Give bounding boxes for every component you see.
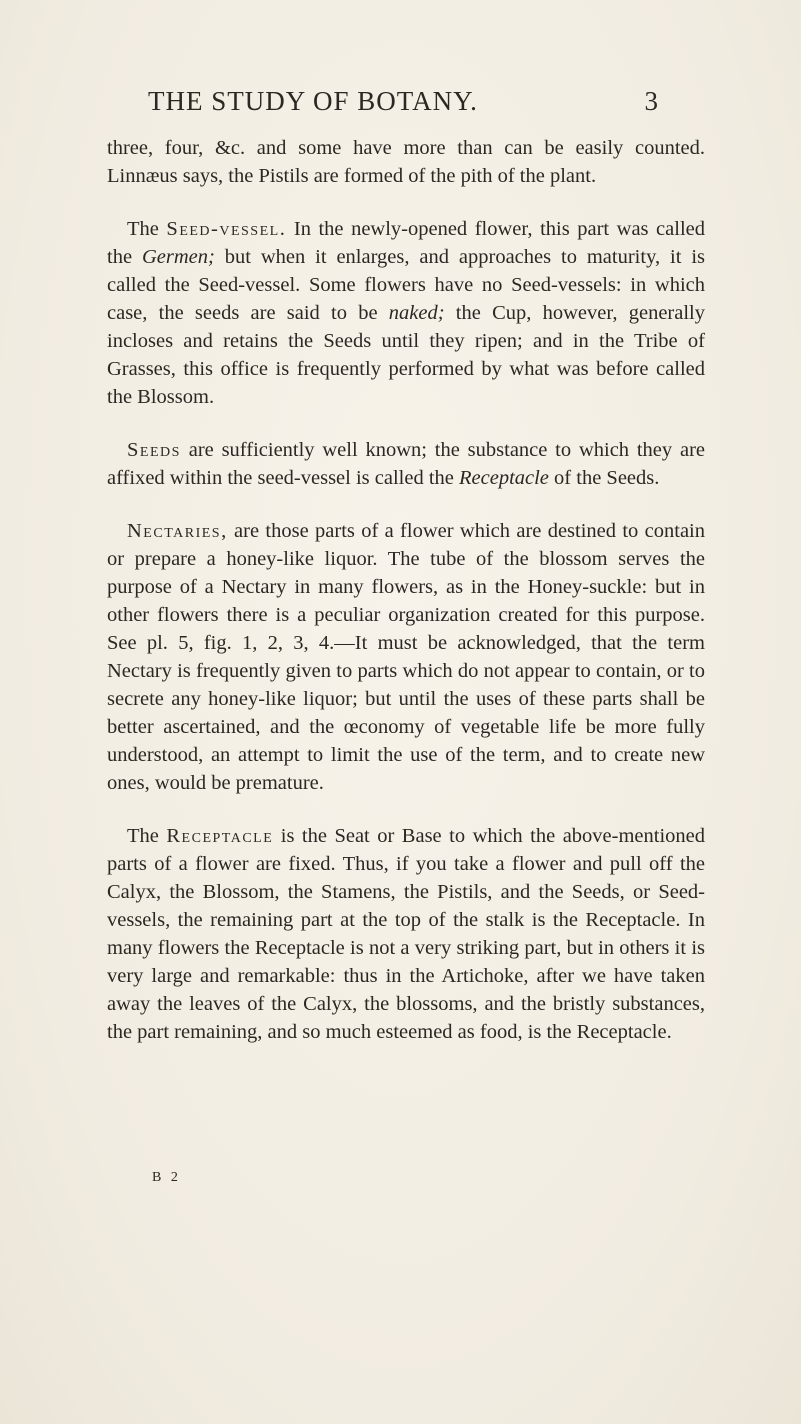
paragraph-continuation — [107, 134, 705, 190]
term-heading: Seed-vessel. — [166, 218, 287, 240]
paragraph-text: but when it enlarges, and approaches to maturity, it is called the Seed-vessel. Some flowers have no Seed-vessels: in which case, the seeds are said to be — [107, 246, 705, 324]
paragraph-text: the Cup, however, generally incloses and retains the Seeds until they ripen; and in the Tribe of Grasses, this office is frequently performed by what was before called the Blossom. — [107, 302, 705, 408]
paragraph-text: is the Seat or Base to which the above-mentioned parts of a flower are fixed. Thus, if you take a flower and pull off the Calyx, the Blossom, the Stamens, the Pistils, and the Seeds, or Seed-vessels, the remaining part at the top of the stalk is the Receptacle. In many flowers the Receptacle is not a very striking part, but in others it is very large and remarkable: thus in the Artichoke, after we have taken away the leaves of the Calyx, the blossoms, and the bristly substances, the part remaining, and so much esteemed as food, is the Receptacle. — [107, 825, 706, 1043]
page-number: 3 — [644, 86, 658, 116]
italic-term: Germen; — [141, 246, 215, 268]
page-header — [148, 86, 658, 126]
italic-term: Receptacle — [459, 467, 549, 489]
running-title: THE STUDY OF BOTANY. — [148, 86, 478, 116]
body-text — [107, 134, 705, 1071]
paragraph-text: three, four, &c. and some have more than can be easily counted. Linnæus says, the Pistils are formed of the pith of the plant. — [107, 137, 705, 187]
term-heading: Receptacle — [166, 825, 274, 847]
lead-text: The — [127, 218, 167, 240]
term-heading: Nectaries, — [127, 520, 228, 542]
term-heading: Seeds — [127, 439, 181, 461]
paragraph-nectaries — [107, 517, 705, 797]
paragraph-seeds — [107, 436, 705, 492]
italic-term: naked; — [388, 302, 445, 324]
paragraph-seed-vessel — [107, 215, 705, 411]
signature-mark: B 2 — [152, 1170, 181, 1185]
paragraph-text: of the Seeds. — [548, 467, 660, 489]
paragraph-text: are those parts of a flower which are destined to contain or prepare a honey-like liquor. The tube of the blossom serves the purpose of a Nectary in many flowers, as in the Honey-suckle: but in other flowers there is a peculiar organization created for this purpose. See pl. 5, fig. 1, 2, 3, 4.—It must be acknowledged, that the term Nectary is frequently given to parts which do not appear to contain, or to secrete any honey-like liquor; but until the uses of these parts shall be better ascertained, and the œconomy of vegetable life be more fully understood, an attempt to limit the use of the term, and to create new ones, would be premature. — [107, 520, 705, 794]
paragraph-text: are sufficiently well known; the substance to which they are affixed within the seed-vessel is called the — [107, 439, 705, 489]
lead-text: The — [127, 825, 167, 847]
paragraph-receptacle — [107, 822, 705, 1046]
paragraph-text: In the newly-opened flower, this part was called the — [107, 218, 705, 268]
